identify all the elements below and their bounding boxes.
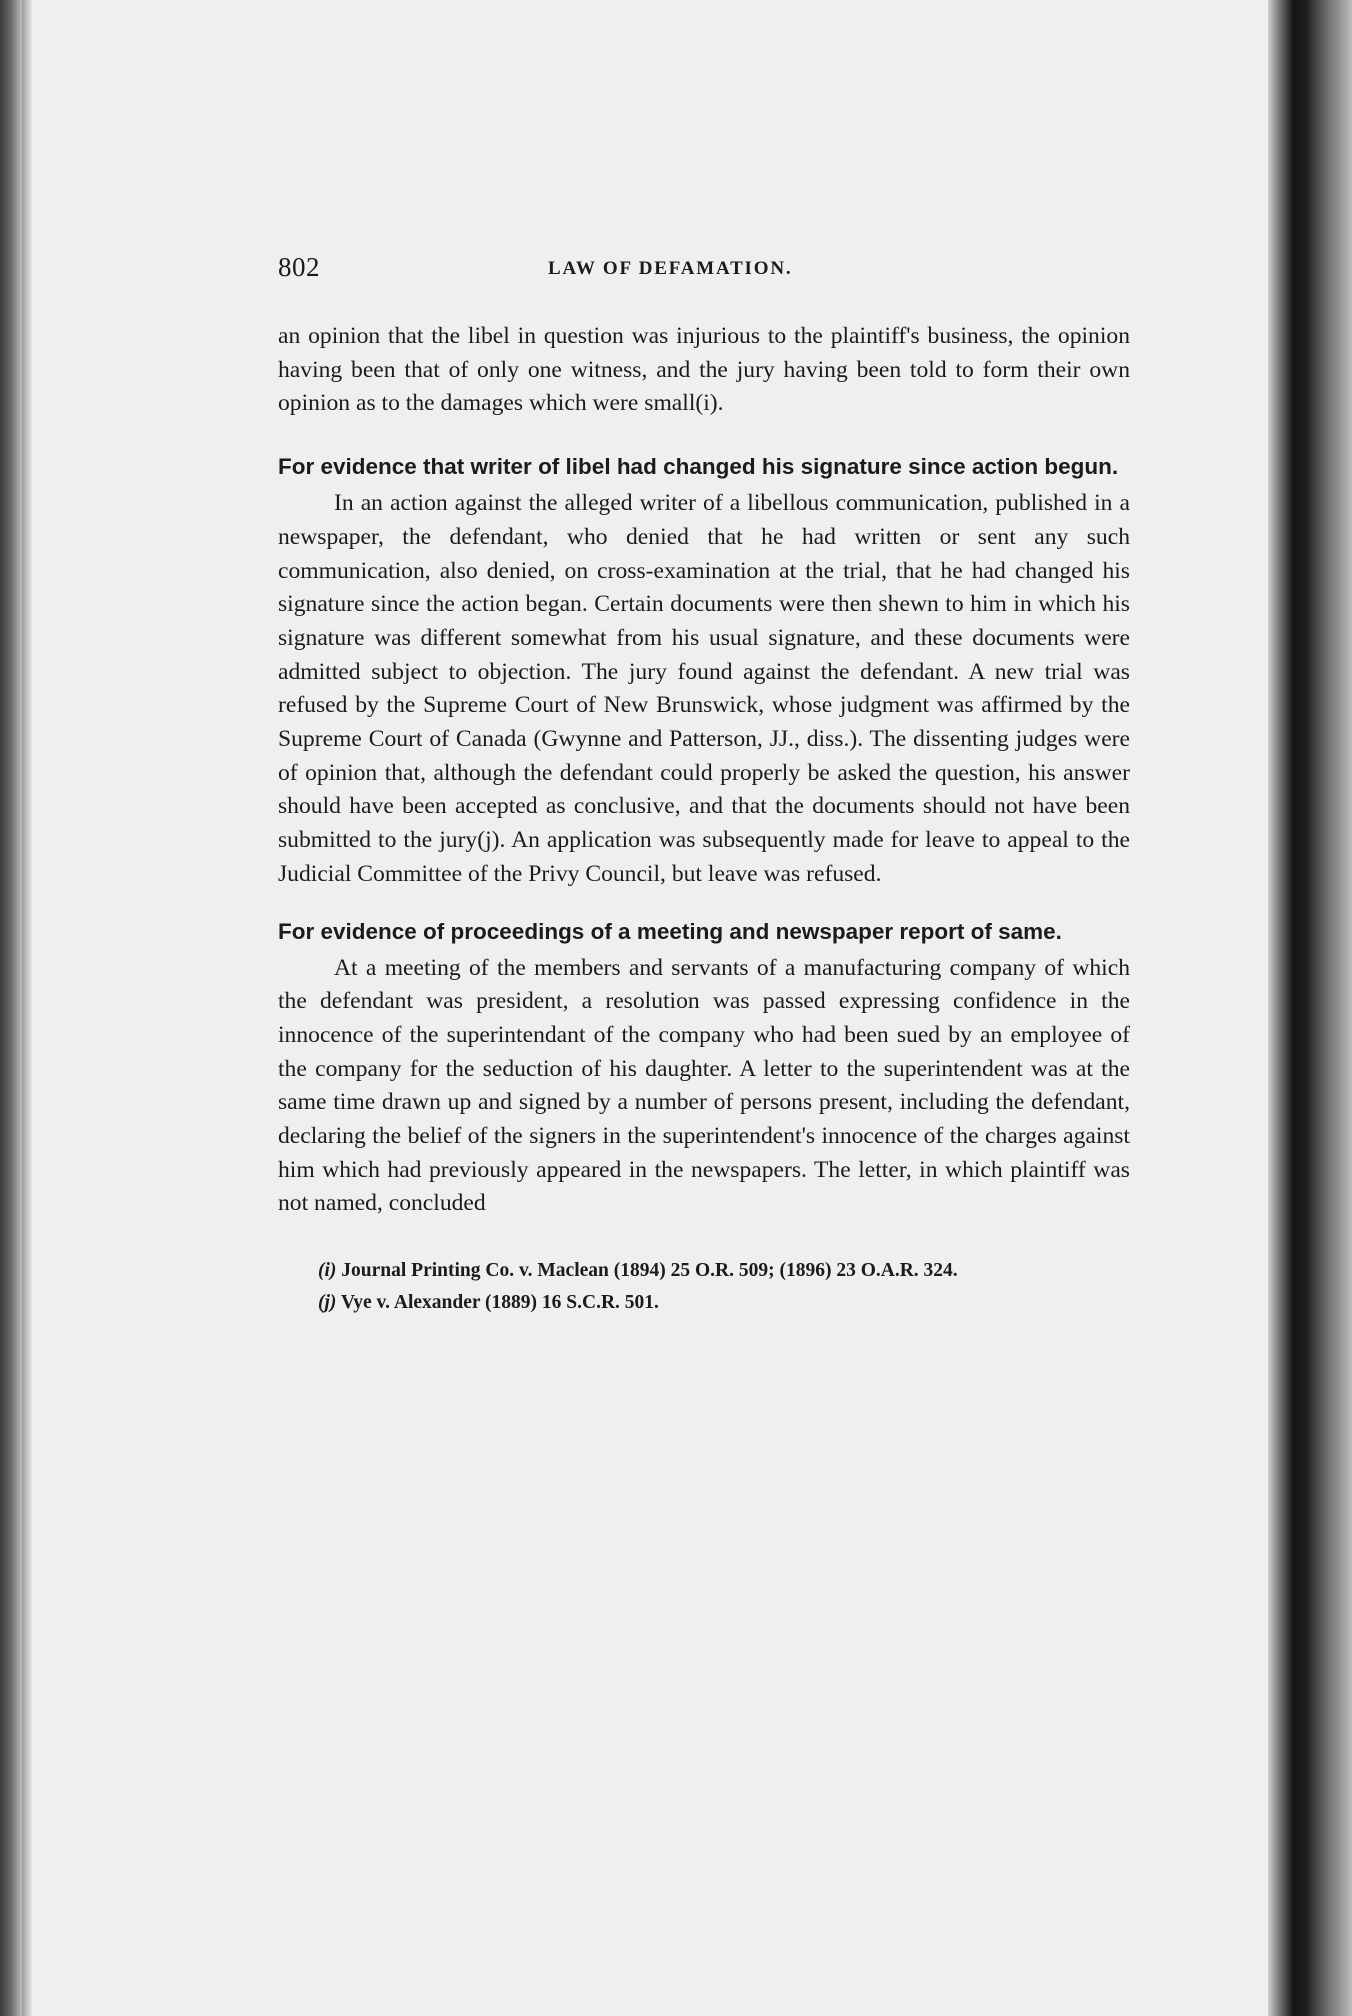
paragraph-continued: an opinion that the libel in question was injurious to the plaintiff's business, the opinion having been that of only one witness, and the jury having been told to form their own opinion as to the damages which were small(i).	[278, 323, 1130, 417]
footnotes	[278, 1259, 1130, 1315]
footnote-mark-i: (i)	[318, 1260, 337, 1282]
section-body-meeting-proceedings: At a meeting of the members and servants of a manufacturing company of which the defendant was president, a resolution was passed expressing confidence in the innocence of the superintendant of the company who had been sued by an employee of the company for the seduction of his daughter. A letter to the superintendent was at the same time drawn up and signed by a number of persons present, including the defendant, declaring the belief of the signers in the superintendent's innocence of the charges against him which had previously appeared in the newspapers. The letter, in which plaintiff was not named, concluded	[278, 954, 1130, 1217]
footnote-mark-j: (j)	[318, 1292, 337, 1314]
running-head	[278, 252, 1130, 292]
footnote-j	[278, 1291, 1130, 1315]
section-heading-meeting-proceedings: For evidence of proceedings of a meeting and newspaper report of same.	[278, 918, 1062, 944]
section-heading-signature-change: For evidence that writer of libel had changed his signature since action begun.	[278, 454, 1119, 480]
footnote-i	[278, 1259, 1130, 1283]
running-title: LAW OF DEFAMATION.	[548, 258, 793, 279]
footnote-text-i: Journal Printing Co. v. Maclean (1894) 25 O.R. 509; (1896) 23 O.A.R. 324.	[341, 1260, 958, 1282]
page-text-block	[278, 252, 1130, 1323]
section-body-signature-change: In an action against the alleged writer of a libellous communication, published in a newspaper, the defendant, who denied that he had written or sent any such communication, also denied, on cross-examination at the trial, that he had changed his signature since the action began. Certain documents were then shewn to him in which his signature was different somewhat from his usual signature, and these documents were admitted subject to objection. The jury found against the defendant. A new trial was refused by the Supreme Court of New Brunswick, whose judgment was affirmed by the Supreme Court of Canada (Gwynne and Patterson, JJ., diss.). The dissenting judges were of opinion that, although the defendant could properly be asked the question, his answer should have been accepted as conclusive, and that the documents should not have been submitted to the jury(j). An application was subsequently made for leave to appeal to the Judicial Committee of the Privy Council, but leave was refused.	[278, 490, 1130, 887]
page-number: 802	[278, 252, 320, 282]
binding-shadow-left	[22, 0, 32, 2016]
footnote-text-j: Vye v. Alexander (1889) 16 S.C.R. 501.	[340, 1292, 659, 1314]
binding-edge-left	[0, 0, 22, 2016]
page-edge-right	[1268, 0, 1352, 2016]
